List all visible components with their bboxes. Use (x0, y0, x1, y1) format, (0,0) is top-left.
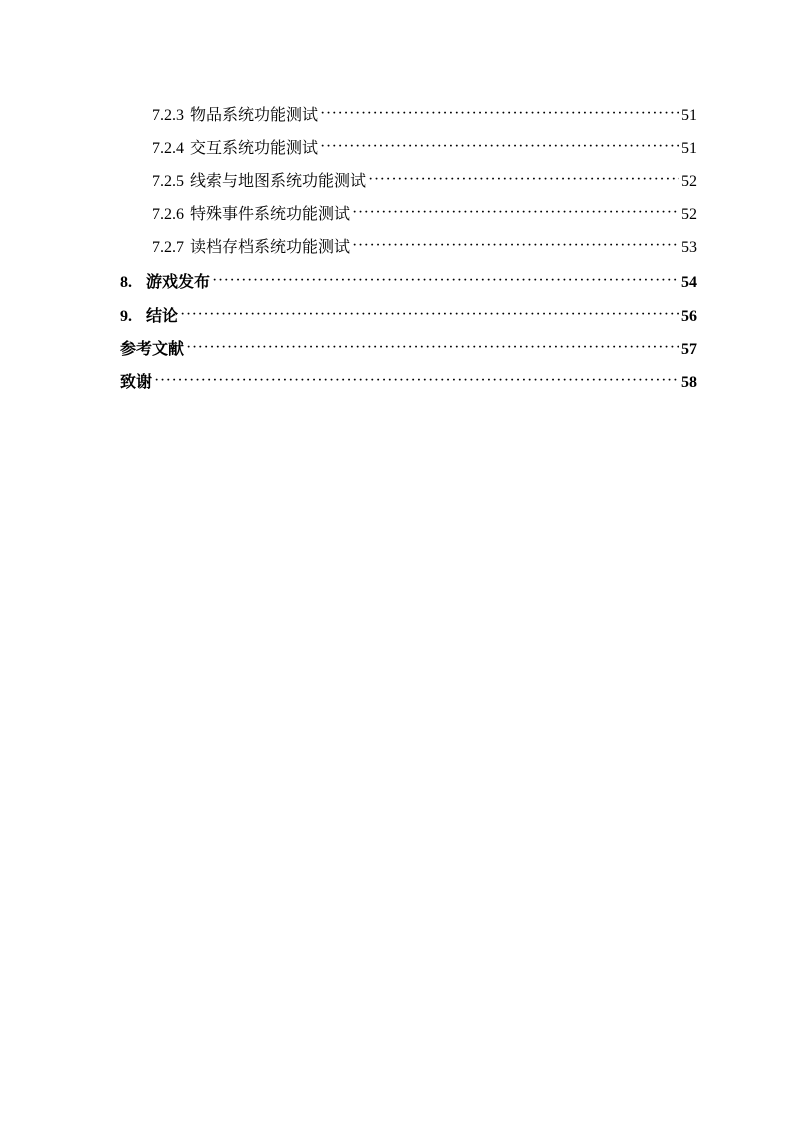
toc-entry-7-2-6[interactable] (152, 204, 697, 226)
toc-entry-acknowledgements[interactable] (120, 371, 697, 393)
toc-entry-label: 特殊事件系统功能测试 (190, 206, 351, 223)
toc-entry-page: 57 (681, 341, 697, 358)
toc-entry-page: 53 (681, 239, 697, 256)
toc-entry-label: 读档存档系统功能测试 (190, 239, 351, 256)
toc-entry-number: 7.2.3 (152, 107, 184, 124)
toc-leader-dots (186, 337, 679, 359)
toc-leader-dots (352, 202, 679, 224)
toc-entry-7-2-3[interactable] (152, 105, 697, 127)
toc-leader-dots (180, 304, 679, 326)
toc-entry-label: 交互系统功能测试 (190, 140, 319, 157)
toc-entry-page: 51 (681, 140, 697, 157)
toc-leader-dots (368, 169, 679, 191)
toc-entry-label: 致谢 (120, 372, 153, 391)
toc-entry-label: 参考文献 (120, 339, 185, 358)
toc-entry-page: 52 (681, 206, 697, 223)
toc-entry-7-2-7[interactable] (152, 237, 697, 259)
toc-entry-number: 9. (120, 308, 132, 325)
toc-entry-label: 游戏发布 (146, 272, 211, 291)
toc-entry-9[interactable] (120, 305, 697, 327)
toc-entry-number: 7.2.5 (152, 173, 184, 190)
toc-entry-page: 56 (681, 308, 697, 325)
toc-entry-page: 52 (681, 173, 697, 190)
toc-entry-page: 58 (681, 374, 697, 391)
toc-entry-label: 物品系统功能测试 (190, 107, 319, 124)
toc-entry-references[interactable] (120, 338, 697, 360)
toc-leader-dots (212, 270, 679, 292)
toc-entry-number: 7.2.4 (152, 140, 184, 157)
toc-entry-8[interactable] (120, 271, 697, 293)
toc-leader-dots (320, 136, 679, 158)
toc-entry-page: 54 (681, 274, 697, 291)
toc-entry-label: 线索与地图系统功能测试 (190, 173, 367, 190)
toc-entry-number: 8. (120, 274, 132, 291)
toc-entry-number: 7.2.6 (152, 206, 184, 223)
toc-leader-dots (320, 103, 679, 125)
toc-leader-dots (154, 370, 679, 392)
toc-entry-page: 51 (681, 107, 697, 124)
toc-entry-7-2-5[interactable] (152, 171, 697, 193)
toc-entry-label: 结论 (146, 306, 179, 325)
toc-entry-7-2-4[interactable] (152, 138, 697, 160)
toc-entry-number: 7.2.7 (152, 239, 184, 256)
toc-leader-dots (352, 235, 679, 257)
